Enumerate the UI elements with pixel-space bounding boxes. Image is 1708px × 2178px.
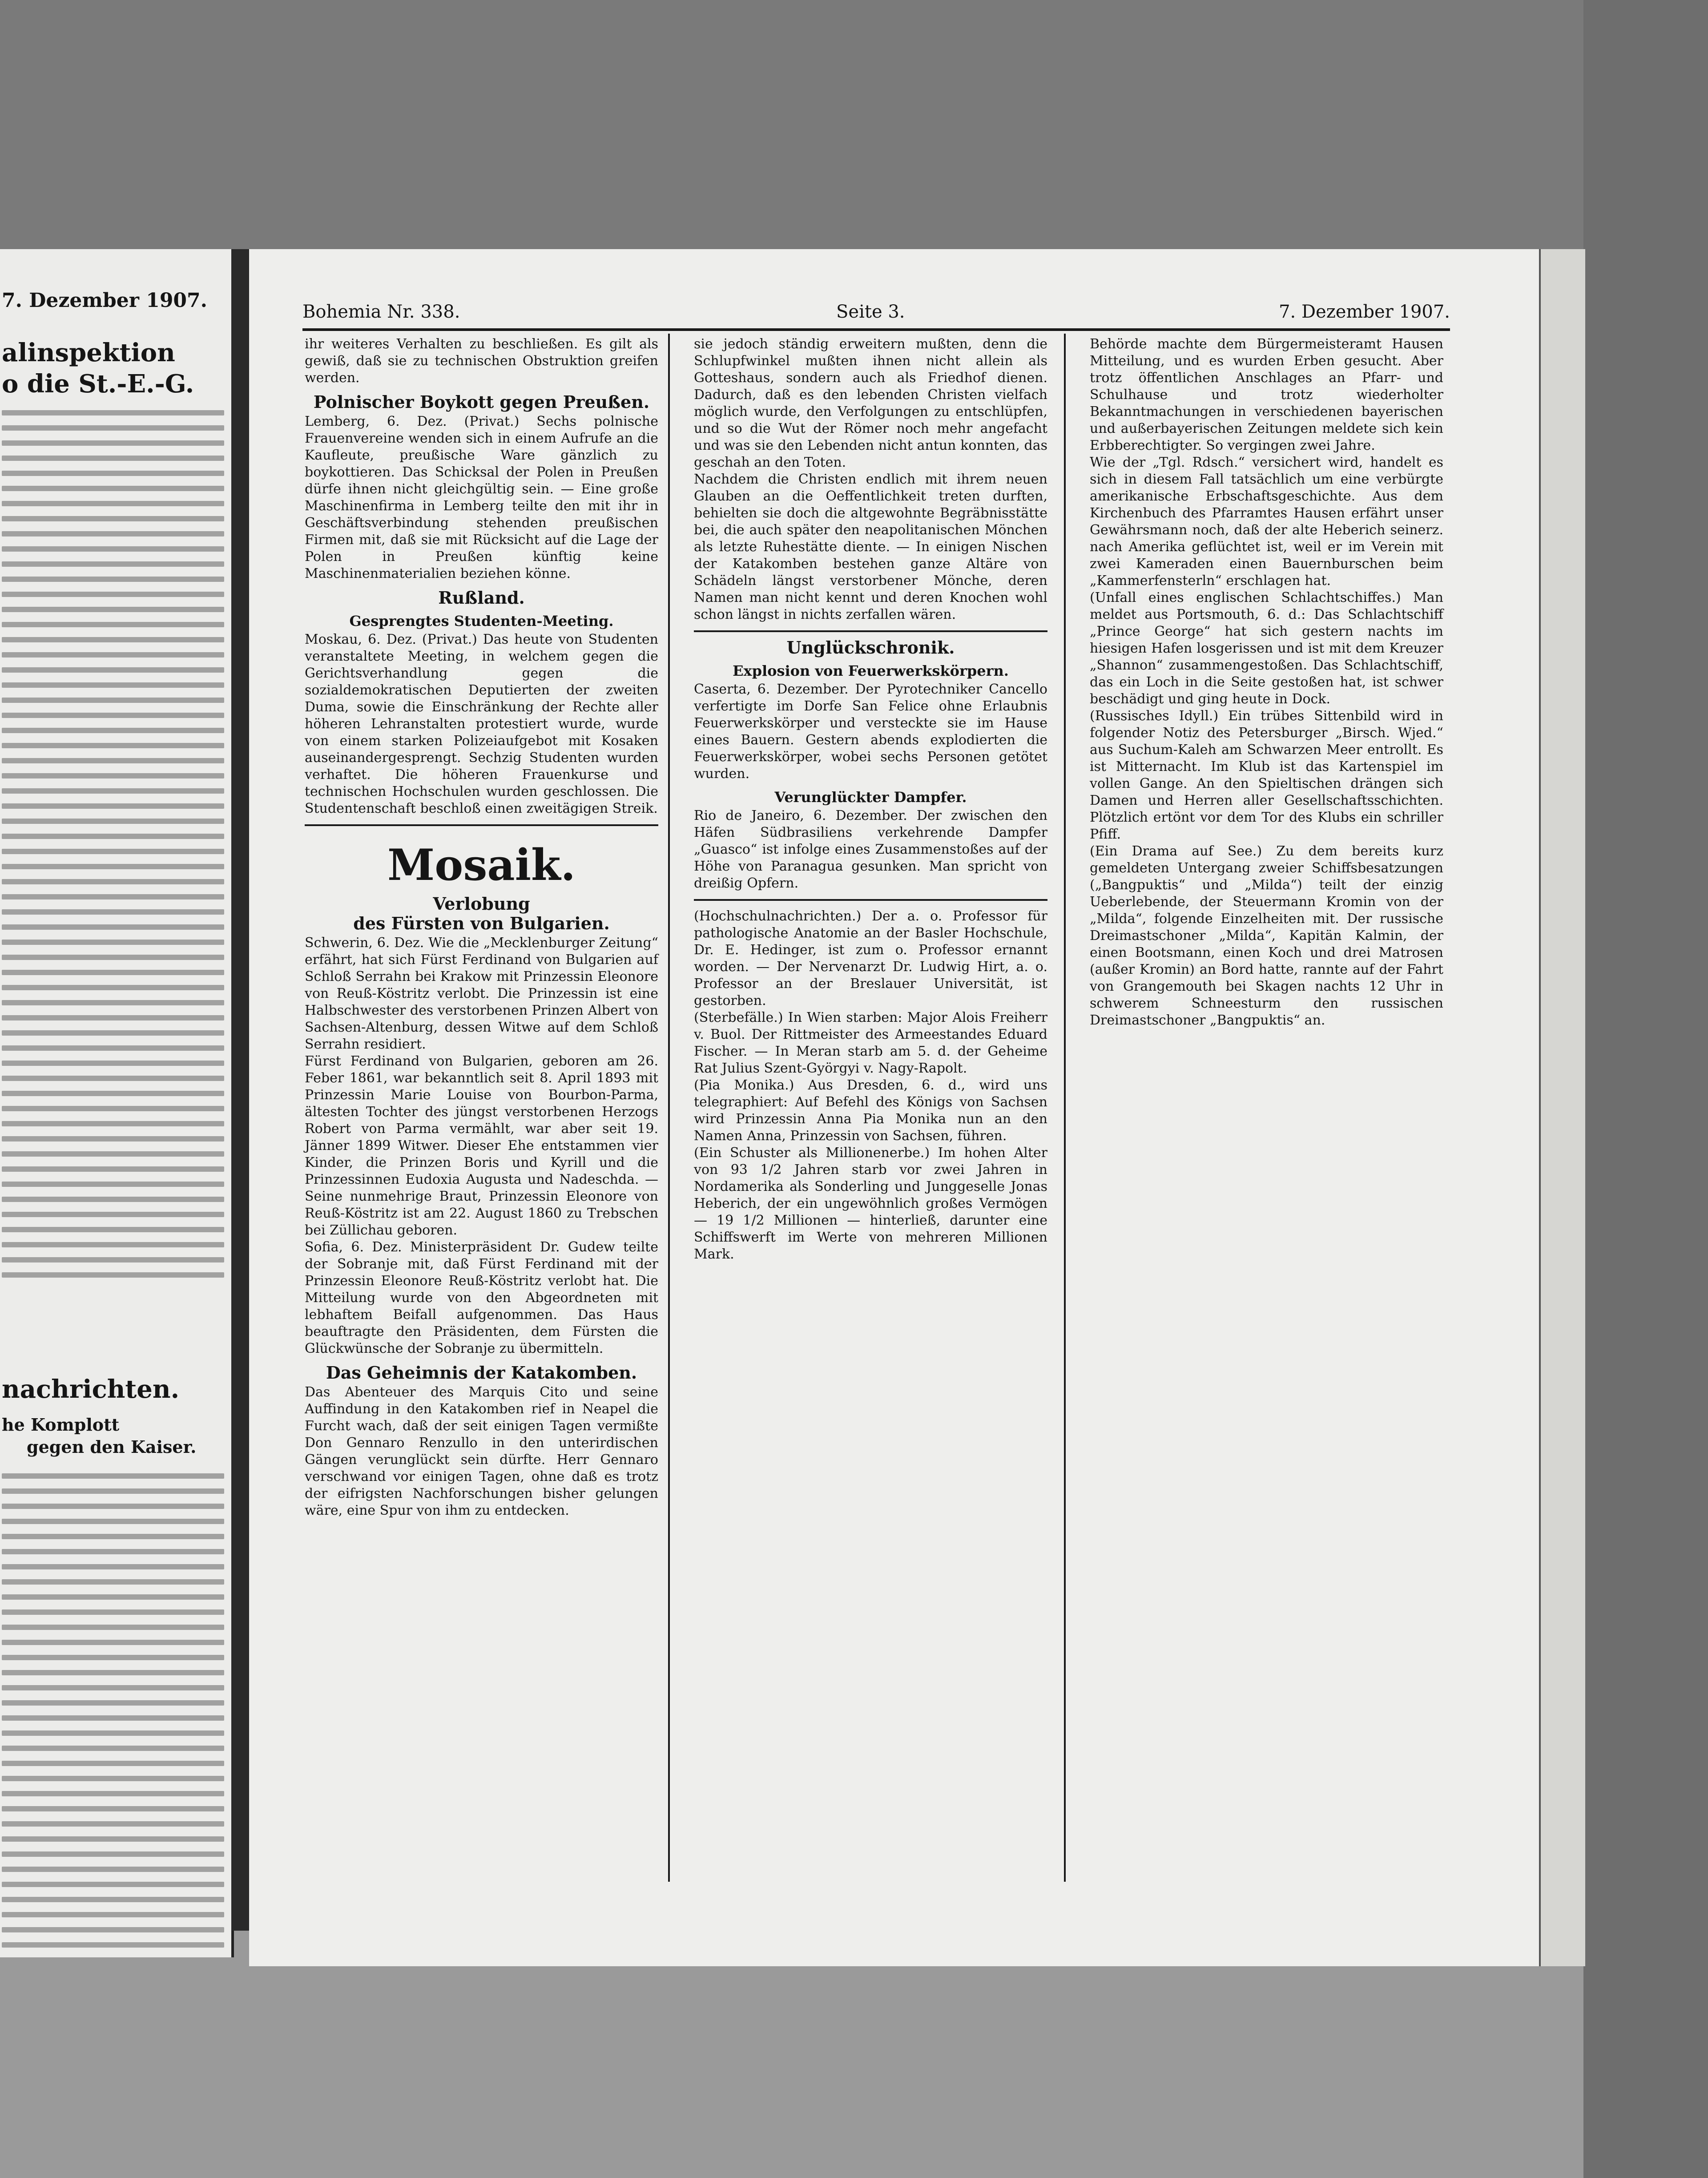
newspaper-page: [249, 249, 1539, 1966]
headline-fuersten: des Fürsten von Bulgarien.: [353, 913, 610, 933]
article-verlobung-2: Fürst Ferdinand von Bulgarien, geboren am 26. Feber 1861, war bekanntlich seit 8. April 1893 mit Prinzessin Marie Louise von Bourbon-Parma, ältesten Tochter des jüngst verstorbenen Herzogs Robert von Parma vermählt, war aber seit 19. Jänner 1899 Witwer. Dieser Ehe entstammen vier Kinder, die Prinzen Boris und Kyrill und die Prinzessinnen Eudoxia Augusta und Nadeschda. — Seine nunmehrige Braut, Prinzessin Eleonore von Reuß-Köstritz ist am 22. August 1860 zu Trebschen bei Züllichau geboren.: [305, 1053, 658, 1238]
article-katakomben-1: sie jedoch ständig erweitern mußten, denn die Schlupfwinkel mußten ihnen nicht allein als Gotteshaus, sondern auch als Friedhof dienen. Dadurch, daß es den lebenden Christen vielfach möglich wurde, den Verfolgungen zu entschlüpfen, und so die Wut der Römer noch mehr angefacht und was sie den Lebenden nicht antun konnten, das geschah an den Toten.: [694, 336, 1047, 470]
article-erbe-1: Behörde machte dem Bürgermeisteramt Hausen Mitteilung, und es wurden Erben gesucht. Aber trotz öffentlichen Anschlages an Pfarr- und Schulhause und trotz wiederholter Bekanntmachungen in verschiedenen bayerischen und außerbayerischen Zeitungen meldete sich kein Erbberechtigter. So vergingen zwei Jahre.: [1090, 336, 1443, 453]
column-rule-2: [1064, 334, 1066, 1882]
column-rule-1: [668, 334, 670, 1882]
article-sterbefaelle: (Sterbefälle.) In Wien starben: Major Alois Freiherr v. Buol. Der Rittmeister des Armeestandes Eduard Fischer. — In Meran starb am 5. d. der Geheime Rat Julius Szent-Györgyi v. Nagy-Rapolt.: [694, 1010, 1047, 1076]
section-divider: [305, 824, 658, 826]
left-heading-inspektion: alinspektion: [2, 338, 175, 367]
left-subheading-kaiser: gegen den Kaiser.: [27, 1437, 197, 1457]
article-hochschul: (Hochschulnachrichten.) Der a. o. Professor für pathologische Anatomie an der Basler Hochschule, Dr. E. Hedinger, ist zum o. Professor ernannt worden. — Der Nervenarzt Dr. Ludwig Hirt, a. o. Professor an der Breslauer Universität, ist gestorben.: [694, 908, 1047, 1008]
headline-verlobung: Verlobung: [433, 894, 530, 914]
article-schuster: (Ein Schuster als Millionenerbe.) Im hohen Alter von 93 1/2 Jahren starb vor zwei Jahren in Nordamerika als Sonderling und Junggeselle Jonas Heberich, der ein ungewöhnlich großes Vermögen — 19 1/2 Millionen — hinterließ, darunter eine Schiffswerft im Werte von mehreren Millionen Mark.: [694, 1145, 1047, 1262]
article-boykott: Lemberg, 6. Dez. (Privat.) Sechs polnische Frauenvereine wenden sich in einem Aufrufe an die Kaufleute, preußische Ware gänzlich zu boykottieren. Das Schicksal der Polen in Preußen dürfe ihnen nicht gleichgültig sein. — Eine große Maschinenfirma in Lemberg teilte den mit ihr in Geschäftsverbindung stehenden preußischen Firmen mit, daß sie mit Rücksicht auf die Lage der Polen in Preußen künftig keine Maschinenmaterialien beziehen könne.: [305, 414, 658, 581]
masthead-issue: Bohemia Nr. 338.: [302, 302, 460, 322]
column-3: [1090, 336, 1443, 1884]
article-intro: ihr weiteres Verhalten zu beschließen. Es gilt als gewiß, daß sie zu technischen Obstruktion greifen werden.: [305, 336, 658, 386]
article-meeting: Moskau, 6. Dez. (Privat.) Das heute von Studenten veranstaltete Meeting, in welchem gegen die Gerichtsverhandlung gegen die sozialdemokratischen Deputierten der zweiten Duma, sowie die Einschränkung der Rechte aller höheren Lehranstalten protestiert wurde, wurde von einem starken Polizeiaufgebot mit Kosaken auseinandergesprengt. Sechzig Studenten wurden verhaftet. Die höheren Frauenkurse und technischen Hochschulen wurden geschlossen. Die Studentenschaft beschloß einen zweitägigen Streik.: [305, 632, 658, 816]
book-gutter: [231, 249, 249, 1931]
article-schlachtschiff: (Unfall eines englischen Schlachtschiffes.) Man meldet aus Portsmouth, 6. d.: Das Schlachtschiff „Prince George“ hat sich gestern nachts im hiesigen Hafen losgerissen und ist mit dem Kreuzer „Shannon“ zusammengestoßen. Das Schlachtschiff, das ein Loch in die Seite gestoßen hat, ist schwer beschädigt und ging heute in Dock.: [1090, 590, 1443, 707]
left-subheading-komplott: he Komplott: [2, 1415, 120, 1435]
masthead: [302, 297, 1450, 331]
headline-unglueckschronik: Unglückschronik.: [786, 637, 955, 657]
headline-meeting: Gesprengtes Studenten-Meeting.: [349, 613, 614, 629]
column-2: [694, 336, 1047, 1884]
left-heading-nachrichten: nachrichten.: [2, 1375, 180, 1404]
article-drama: (Ein Drama auf See.) Zu dem bereits kurz gemeldeten Untergang zweier Schiffsbesatzungen („Bangpuktis“ und „Milda“) teilt der einzig Ueberlebende, der Steuermann Kromin von der „Milda“, folgende Einzelheiten mit. Der russische Dreimastschoner „Milda“, Kapitän Kalmin, der einen Bootsmann, einen Koch und drei Matrosen (außer Kromin) an Bord hatte, rannte auf der Fahrt von Grangemouth bei Skagen nachts 12 Uhr in schwerem Schneesturm den russischen Dreimastschoner „Bangpuktis“ an.: [1090, 843, 1443, 1028]
article-erbe-2: Wie der „Tgl. Rdsch.“ versichert wird, handelt es sich in diesem Fall tatsächlich um eine verbürgte amerikanische Erbschaftsgeschichte. Aus dem Kirchenbuch des Pfarramtes Hausen erfährt unser Gewährsmann noch, daß der alte Heberich seinerz. nach Amerika geflüchtet ist, weil er im Verein mit zwei Kameraden einen Bauernburschen beim „Kammerfensterln“ erschlagen hat.: [1090, 455, 1443, 589]
masthead-date: 7. Dezember 1907.: [1279, 302, 1450, 322]
headline-explosion: Explosion von Feuerwerkskörpern.: [733, 662, 1009, 679]
headline-boykott: Polnischer Boykott gegen Preußen.: [313, 392, 650, 412]
article-dampfer: Rio de Janeiro, 6. Dezember. Der zwischen den Häfen Südbrasiliens verkehrende Dampfer „Guasco“ ist infolge eines Zusammenstoßes auf der Höhe von Paranagua gesunken. Man spricht von dreißig Opfern.: [694, 808, 1047, 891]
left-page-date: 7. Dezember 1907.: [2, 289, 207, 312]
article-pia-monika: (Pia Monika.) Aus Dresden, 6. d., wird uns telegraphiert: Auf Befehl des Königs von Sachsen wird Prinzessin Anna Pia Monika nun an den Namen Anna, Prinzessin von Sachsen, führen.: [694, 1077, 1047, 1144]
article-geheimnis: Das Abenteuer des Marquis Cito und seine Auffindung in den Katakomben rief in Neapel die Furcht wach, daß der seit einigen Tagen vermißte Don Gennaro Renzullo in den unterirdischen Gängen verunglückt sein dürfte. Herr Gennaro verschwand vor einigen Tagen, ohne daß es trotz der eifrigsten Nachforschungen bisher gelungen wäre, eine Spur von ihm zu entdecken.: [305, 1384, 658, 1518]
article-katakomben-2: Nachdem die Christen endlich mit ihrem neuen Glauben an die Oeffentlichkeit treten durften, behielten sie doch die altgewohnte Begräbnisstätte bei, die auch später den neapolitanischen Mönchen als letzte Ruhestätte diente. — In einigen Nischen der Katakomben bestehen ganze Altäre von Schädeln längst verstorbener Mönche, deren Namen man nicht kennt und deren Knochen wohl schon längst in nichts zerfallen wären.: [694, 472, 1047, 622]
headline-dampfer: Verunglückter Dampfer.: [774, 789, 967, 806]
scan-background-right: [1583, 0, 1708, 2178]
article-idyll: (Russisches Idyll.) Ein trübes Sittenbild wird in folgender Notiz des Petersburger „Birsch. Wjed.“ aus Suchum-Kaleh am Schwarzen Meer entrollt. Es ist Mitternacht. Im Klub ist das Kartenspiel im vollen Gange. An den Spieltischen drängen sich Damen und Herren aller Gesellschaftsschichten. Plötzlich ertönt vor dem Tor des Klubs ein schriller Pfiff.: [1090, 708, 1443, 842]
left-text-block-1: [2, 400, 224, 1287]
article-explosion: Caserta, 6. Dezember. Der Pyrotechniker Cancello verfertigte im Dorfe San Felice ohne Erlaubnis Feuerwerkskörper und versteckte sie im Hause eines Bauern. Gestern abends explodierten die Feuerwerkskörper, wobei sechs Personen getötet wurden.: [694, 682, 1047, 782]
left-text-block-2: [2, 1464, 224, 1957]
scan-background-top: [0, 0, 1708, 276]
left-heading-steg: o die St.-E.-G.: [2, 369, 194, 399]
column-1: [305, 336, 658, 1884]
page-edge-right: [1539, 249, 1585, 1966]
headline-russland: Rußland.: [438, 588, 525, 608]
article-verlobung-1: Schwerin, 6. Dez. Wie die „Mecklenburger Zeitung“ erfährt, hat sich Fürst Ferdinand von Bulgarien auf Schloß Serrahn bei Krakow mit Prinzessin Eleonore von Reuß-Köstritz verlobt. Die Prinzessin ist eine Halbschwester des verstorbenen Prinzen Albert von Sachsen-Altenburg, dessen Witwe auf dem Schloß Serrahn residiert.: [305, 935, 658, 1052]
left-page-fragment: [0, 249, 234, 1957]
masthead-page-number: Seite 3.: [836, 302, 905, 322]
section-divider: [694, 630, 1047, 632]
section-divider: [694, 899, 1047, 901]
headline-geheimnis: Das Geheimnis der Katakomben.: [326, 1363, 637, 1383]
article-sofia: Sofia, 6. Dez. Ministerpräsident Dr. Gudew teilte der Sobranje mit, daß Fürst Ferdinand mit der Prinzessin Eleonore Reuß-Köstritz verlobt hat. Die Mitteilung wurde von den Abgeordneten mit lebhaftem Beifall aufgenommen. Das Haus beauftragte den Präsidenten, dem Fürsten die Glückwünsche der Sobranje zu übermitteln.: [305, 1239, 658, 1356]
section-title-mosaik: Mosaik.: [387, 840, 576, 890]
